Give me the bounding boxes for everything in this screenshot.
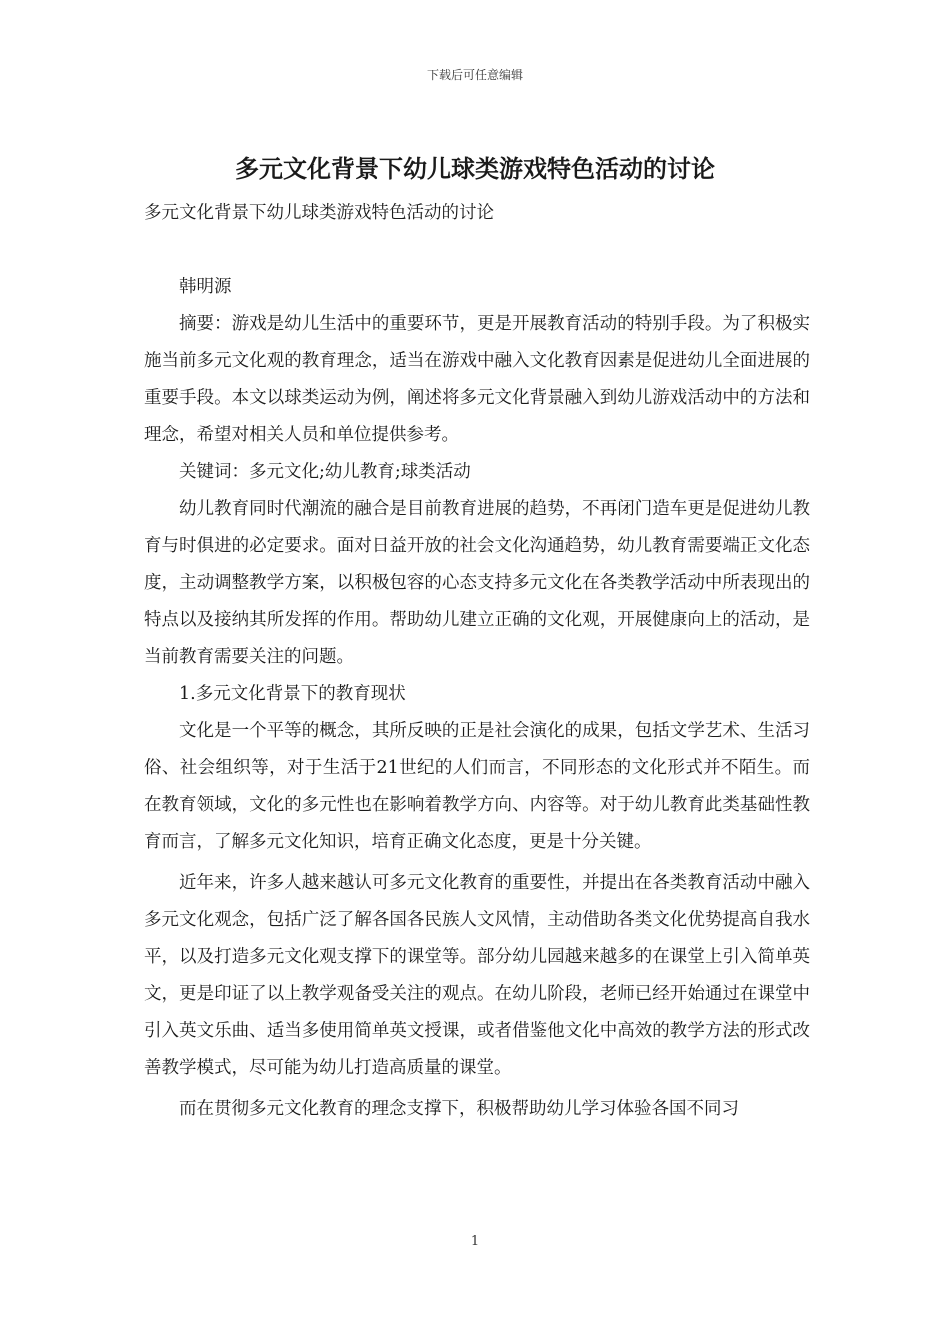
page-number: 1 (470, 1234, 480, 1249)
document-body (144, 195, 810, 1128)
blank-line (144, 232, 810, 269)
abstract-paragraph: 摘要：游戏是幼儿生活中的重要环节，更是开展教育活动的特别手段。为了积极实施当前多元文化观的教育理念，适当在游戏中融入文化教育因素是促进幼儿全面进展的重要手段。本文以球类运动为例，阐述将多元文化背景融入到幼儿游戏活动中的方法和理念，希望对相关人员和单位提供参考。 (144, 314, 810, 445)
page-header-note: 下载后可任意编辑 (426, 68, 523, 82)
body-paragraph: 幼儿教育同时代潮流的融合是目前教育进展的趋势，不再闭门造车更是促进幼儿教育与时俱进的必定要求。面对日益开放的社会文化沟通趋势，幼儿教育需要端正文化态度，主动调整教学方案，以积极包容的心态支持多元文化在各类教学活动中所表现出的特点以及接纳其所发挥的作用。帮助幼儿建立正确的文化观，开展健康向上的活动，是当前教育需要关注的问题。 (144, 499, 810, 667)
keywords-line: 关键词：多元文化;幼儿教育;球类活动 (179, 462, 471, 482)
document-title: 多元文化背景下幼儿球类游戏特色活动的讨论 (235, 154, 715, 183)
body-paragraph: 近年来，许多人越来越认可多元文化教育的重要性，并提出在各类教育活动中融入多元文化观念，包括广泛了解各国各民族人文风情，主动借助各类文化优势提高自我水平，以及打造多元文化观支撑下的课堂等。部分幼儿园越来越多的在课堂上引入简单英文，更是印证了以上教学观备受关注的观点。在幼儿阶段，老师已经开始通过在课堂中引入英文乐曲、适当多使用简单英文授课，或者借鉴他文化中高效的教学方法的形式改善教学模式，尽可能为幼儿打造高质量的课堂。 (144, 873, 810, 1078)
body-paragraph: 而在贯彻多元文化教育的理念支撑下，积极帮助幼儿学习体验各国不同习 (179, 1099, 739, 1119)
document-subtitle: 多元文化背景下幼儿球类游戏特色活动的讨论 (144, 203, 494, 223)
body-paragraph: 文化是一个平等的概念，其所反映的正是社会演化的成果，包括文学艺术、生活习俗、社会组织等，对于生活于21世纪的人们而言，不同形态的文化形式并不陌生。而在教育领域，文化的多元性也在影响着教学方向、内容等。对于幼儿教育此类基础性教育而言，了解多元文化知识，培育正确文化态度，更是十分关键。 (144, 721, 810, 852)
author-name: 韩明源 (179, 277, 232, 297)
section-heading: 1.多元文化背景下的教育现状 (179, 684, 406, 704)
